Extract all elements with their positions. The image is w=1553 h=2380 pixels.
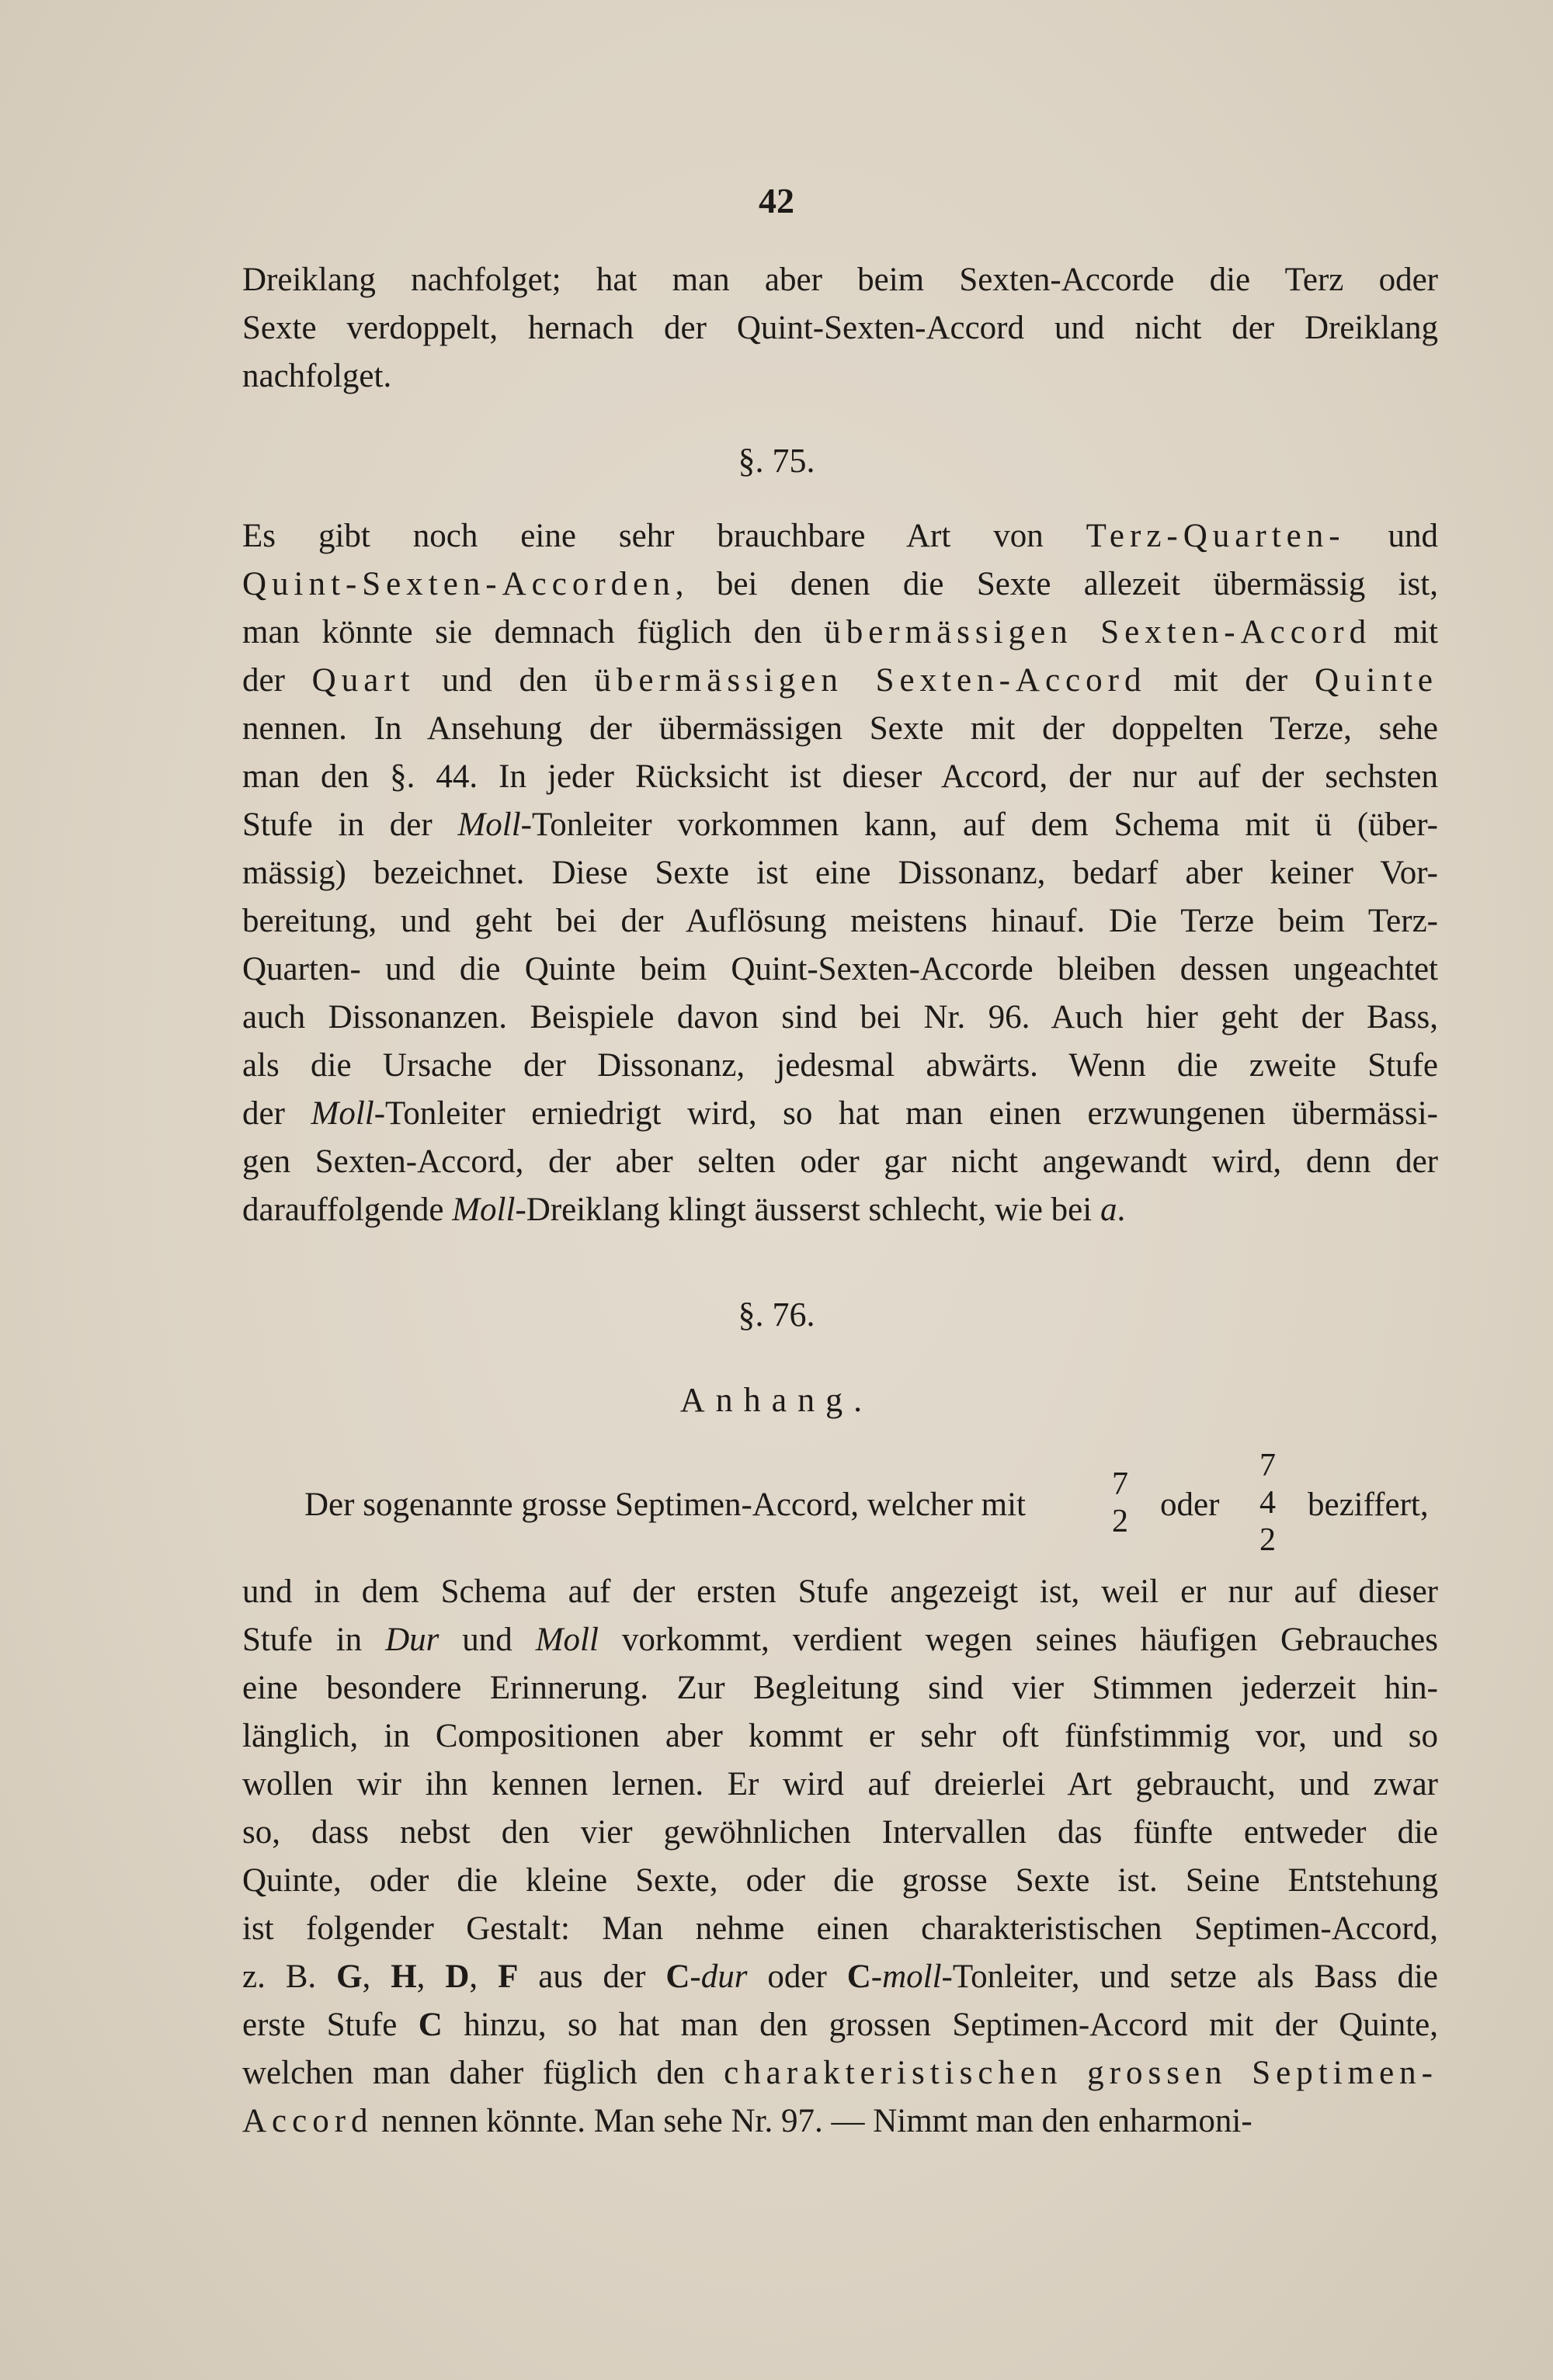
text-line <box>242 994 1438 1042</box>
text-run: übermässigen Sexten-Accord <box>594 662 1147 699</box>
text-line <box>242 1616 1438 1664</box>
text-line <box>242 1664 1438 1712</box>
text-run: mässig) bezeichnet. Diese Sexte ist eine Dissonanz, bedarf aber keiner Vor- <box>242 855 1438 891</box>
text-run: Es gibt noch eine sehr brauchbare Art von <box>242 518 1086 554</box>
text-run: der <box>242 662 312 699</box>
text-line <box>242 1568 1438 1616</box>
figured-text-mid: oder <box>1160 1487 1220 1523</box>
text-line <box>242 753 1438 801</box>
text-run: G <box>336 1958 363 1995</box>
text-run: C <box>418 2007 443 2043</box>
text-run: D <box>445 1958 470 1995</box>
text-line <box>242 1090 1438 1138</box>
text-line <box>242 560 1438 609</box>
text-run: darauffolgende <box>242 1192 453 1228</box>
text-run: vorkommt, verdient wegen seines häufigen Gebrauches <box>598 1622 1439 1658</box>
figure-seven-two <box>1112 1466 1128 1540</box>
text-run: a <box>1100 1192 1117 1228</box>
text-run: Stufe in der <box>242 807 458 843</box>
text-run: mit <box>1371 614 1438 651</box>
text-run: , <box>362 1958 391 1995</box>
page-number: 42 <box>759 181 794 220</box>
text-run: z. B. <box>242 1958 337 1995</box>
figure-digit: 2 <box>1259 1522 1276 1558</box>
text-run: nennen. In Ansehung der übermässigen Sexte mit der doppelten Terze, sehe <box>242 710 1438 747</box>
text-run: welchen man daher füglich den <box>242 2055 724 2091</box>
figured-text-after: beziffert, <box>1308 1487 1429 1523</box>
text-run: , <box>416 1958 446 1995</box>
text-line <box>242 849 1438 897</box>
text-run: gen Sexten-Accord, der aber selten oder gar nicht angewandt wird, denn der <box>242 1143 1438 1180</box>
text-line <box>242 1186 1438 1234</box>
figured-text-before: Der sogenannte grosse Septimen-Accord, welcher mit <box>304 1487 1026 1523</box>
text-line <box>242 1712 1438 1761</box>
text-run: Quarten- und die Quinte beim Quint-Sexten-Accorde bleiben dessen ungeachtet <box>242 951 1438 987</box>
text-run: eine besondere Erinnerung. Zur Begleitung sind vier Stimmen jederzeit hin- <box>242 1670 1438 1706</box>
text-run: Quint-Sexten-Accorden <box>242 566 676 602</box>
text-run: auch Dissonanzen. Beispiele davon sind bei Nr. 96. Auch hier geht der Bass, <box>242 999 1438 1036</box>
text-line <box>242 1953 1438 2001</box>
text-run: Moll <box>457 807 521 843</box>
text-run: Dur <box>385 1622 439 1658</box>
text-run: länglich, in Compositionen aber kommt er sehr oft fünfstimmig vor, und so <box>242 1718 1438 1754</box>
text-line <box>242 2001 1438 2049</box>
text-line <box>242 1138 1438 1186</box>
text-run: charakteristischen grossen Septimen- <box>724 2055 1438 2091</box>
text-line <box>242 1809 1438 1857</box>
text-run: man den §. 44. In jeder Rücksicht ist dieser Accord, der nur auf der sechsten <box>242 758 1438 795</box>
intro-paragraph <box>242 256 1438 401</box>
text-run: man könnte sie demnach füglich den <box>242 614 825 651</box>
text-run: -Tonleiter erniedrigt wird, so hat man einen erzwungenen übermässi- <box>373 1095 1439 1132</box>
text-run: - <box>690 1958 701 1995</box>
text-run: und den <box>415 662 595 699</box>
text-run: ist folgender Gestalt: Man nehme einen charakteristischen Septimen-Accord, <box>242 1910 1438 1947</box>
text-run: Moll <box>311 1095 374 1132</box>
figure-seven-four-two <box>1259 1447 1276 1559</box>
figure-digit: 4 <box>1259 1485 1276 1521</box>
text-run: - <box>870 1958 883 1995</box>
text-run: oder <box>747 1958 847 1995</box>
section-76-paragraph <box>242 1568 1438 2146</box>
text-run: übermässigen Sexten-Accord <box>824 614 1372 651</box>
figure-digit: 7 <box>1259 1448 1276 1483</box>
figure-digit: 7 <box>1112 1466 1128 1502</box>
section-75-heading: §. 75. <box>738 442 815 480</box>
text-line <box>242 897 1438 945</box>
text-run: -Tonleiter, und setze als Bass die <box>941 1958 1439 1995</box>
text-run: der <box>242 1095 311 1132</box>
text-run: H <box>391 1958 417 1995</box>
text-run: aus der <box>518 1958 666 1995</box>
text-run: erste Stufe <box>242 2007 419 2043</box>
text-run: Quinte, oder die kleine Sexte, oder die grosse Sexte ist. Seine Entstehung <box>242 1862 1438 1899</box>
text-run: mit der <box>1146 662 1315 699</box>
text-line <box>242 2049 1438 2097</box>
text-run: als die Ursache der Dissonanz, jedesmal abwärts. Wenn die zweite Stufe <box>242 1047 1438 1084</box>
text-run: Accord <box>242 2103 373 2139</box>
text-run: , <box>469 1958 499 1995</box>
text-line <box>242 1042 1438 1090</box>
text-line: nachfolget. <box>242 358 392 394</box>
text-line <box>242 609 1438 657</box>
text-run: hinzu, so hat man den grossen Septimen-Accord mit der Quinte, <box>442 2007 1438 2043</box>
text-line <box>242 801 1438 849</box>
text-line <box>242 705 1438 753</box>
text-run: Moll <box>452 1192 516 1228</box>
text-line <box>242 512 1438 560</box>
text-run: so, dass nebst den vier gewöhnlichen Intervallen das fünfte entweder die <box>242 1814 1438 1851</box>
figure-digit: 2 <box>1112 1504 1128 1539</box>
text-line <box>242 657 1438 705</box>
text-run: und in dem Schema auf der ersten Stufe angezeigt ist, weil er nur auf dieser <box>242 1573 1438 1610</box>
section-76-subheading: Anhang. <box>679 1381 874 1419</box>
text-run: Terz-Quarten- <box>1086 518 1346 554</box>
section-75-paragraph <box>242 512 1438 1234</box>
text-run: -Dreiklang klingt äusserst schlecht, wie bei <box>515 1192 1100 1228</box>
text-run: Moll <box>535 1622 599 1658</box>
text-run: moll <box>882 1958 942 1995</box>
text-run: wollen wir ihn kennen lernen. Er wird auf dreierlei Art gebraucht, und zwar <box>242 1766 1438 1802</box>
text-line: Dreiklang nachfolget; hat man aber beim Sexten-Accorde die Terz oder <box>242 262 1438 298</box>
text-run: bereitung, und geht bei der Auflösung meistens hinauf. Die Terze beim Terz- <box>242 903 1438 939</box>
section-76-heading: §. 76. <box>738 1296 815 1334</box>
text-run: C <box>846 1958 871 1995</box>
text-run: F <box>498 1958 519 1995</box>
text-run: dur <box>700 1958 748 1995</box>
text-run: nennen könnte. Man sehe Nr. 97. — Nimmt man den enharmoni- <box>373 2103 1252 2139</box>
text-line <box>242 1761 1438 1809</box>
text-run: , bei denen die Sexte allezeit übermässig ist, <box>675 566 1438 602</box>
text-run: Stufe in <box>242 1622 386 1658</box>
text-line <box>242 945 1438 994</box>
text-line <box>242 1905 1438 1953</box>
text-run: Quinte <box>1314 662 1438 699</box>
text-line <box>242 2097 1438 2146</box>
text-line: Sexte verdoppelt, hernach der Quint-Sexten-Accord und nicht der Dreiklang <box>242 310 1438 346</box>
text-run: Quart <box>311 662 415 699</box>
text-run: C <box>665 1958 690 1995</box>
text-run: und <box>439 1622 536 1658</box>
text-line <box>242 1857 1438 1905</box>
text-run: -Tonleiter vorkommen kann, auf dem Schema mit ü (über- <box>520 807 1439 843</box>
text-run: und <box>1345 518 1438 554</box>
figured-bass-line <box>242 1444 1438 1560</box>
text-run: . <box>1117 1192 1126 1228</box>
